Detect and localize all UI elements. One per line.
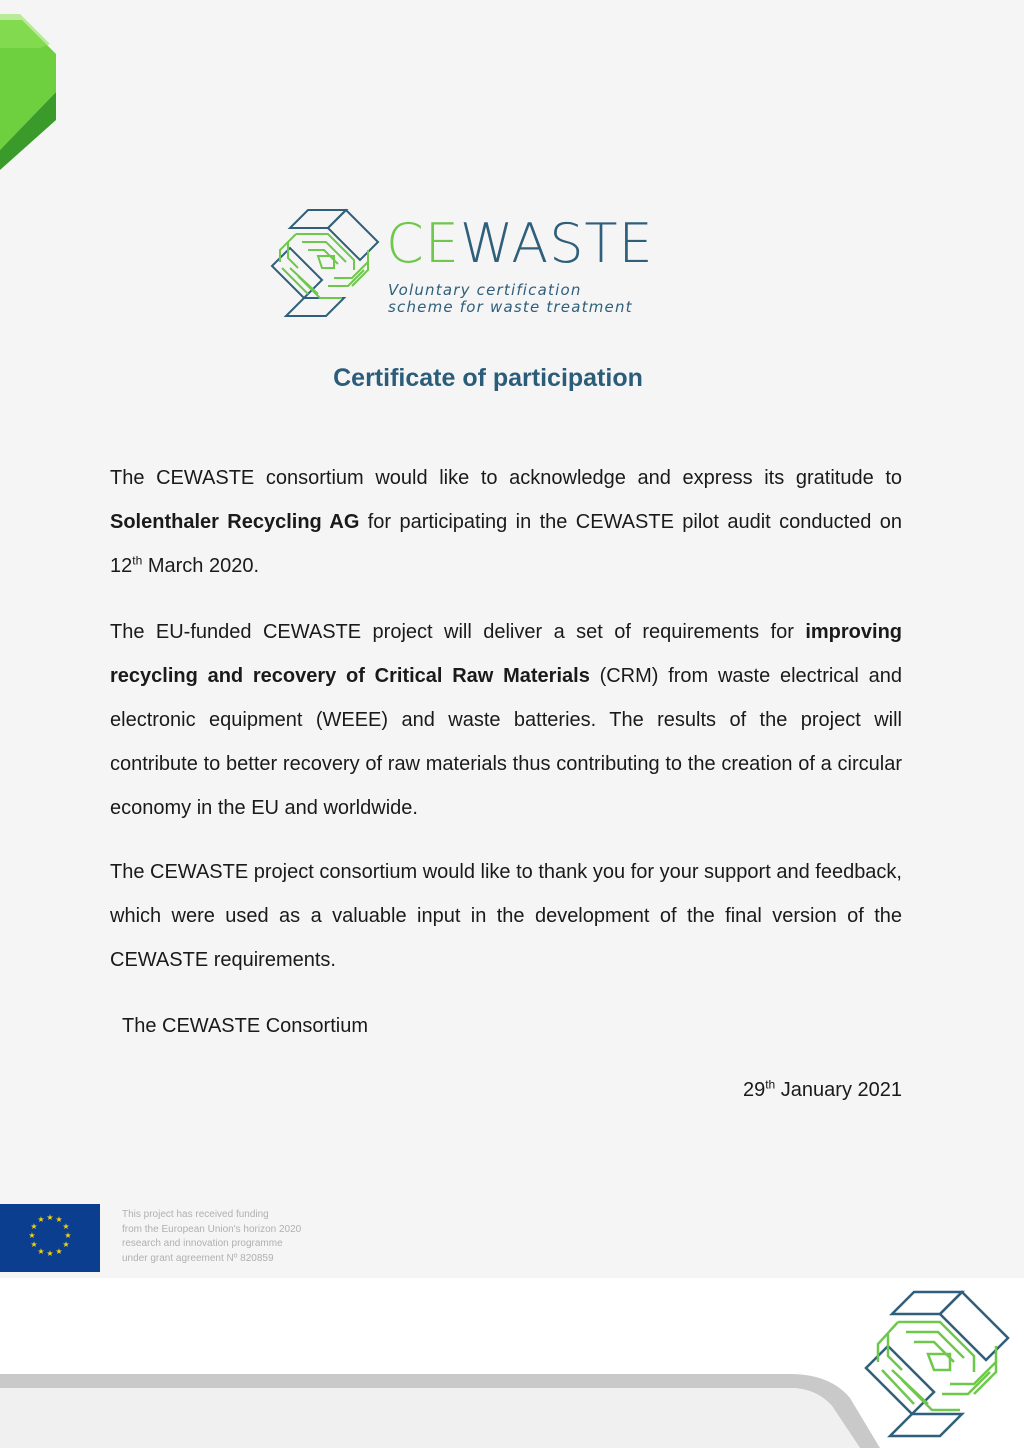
certificate-title: Certificate of participation — [333, 364, 643, 392]
paragraph-thanks: The CEWASTE project consortium would like to thank you for your support and feedback, which were used as a valuable input in the development of the final version of the CEWASTE requirements. — [110, 861, 902, 971]
p1-ordinal: th — [132, 553, 143, 568]
cewaste-wordmark — [386, 214, 654, 274]
svg-text:★: ★ — [37, 1247, 45, 1256]
logo-waste-text: WASTE — [459, 212, 654, 275]
signature: The CEWASTE Consortium — [122, 1015, 368, 1037]
svg-text:★: ★ — [28, 1231, 36, 1240]
cewaste-maze-logo-icon — [268, 206, 386, 318]
issue-date — [743, 1068, 902, 1112]
eu-flag-icon — [0, 1204, 100, 1272]
funding-line-2: from the European Union's horizon 2020 — [122, 1223, 302, 1235]
svg-text:★: ★ — [46, 1249, 54, 1258]
funding-notice — [122, 1208, 301, 1266]
svg-text:★: ★ — [30, 1240, 38, 1249]
date-ordinal: th — [765, 1077, 776, 1092]
date-rest: January 2021 — [775, 1079, 902, 1101]
p1-text-c: March 2020. — [142, 555, 259, 577]
p2-text-b: (CRM) from waste electrical and electronic equipment (WEEE) and waste batteries. The results of the project will contribute to better recovery of raw materials thus contributing to the creation of a circular economy in the EU and worldwide. — [110, 665, 902, 819]
paragraph-project — [110, 610, 902, 830]
p1-text-a: The CEWASTE consortium would like to acknowledge and express its gratitude to — [110, 467, 902, 489]
tagline-line-1: Voluntary certification — [388, 281, 582, 299]
green-corner-tab-icon — [0, 0, 70, 170]
svg-text:★: ★ — [46, 1213, 54, 1222]
cewaste-logo — [268, 206, 654, 326]
p2-text-a: The EU-funded CEWASTE project will deliver a set of requirements for — [110, 621, 806, 643]
logo-ce-text: CE — [386, 212, 460, 275]
funding-line-3: research and innovation programme — [122, 1238, 283, 1249]
svg-text:★: ★ — [62, 1222, 70, 1231]
svg-text:★: ★ — [55, 1215, 63, 1224]
svg-text:★: ★ — [55, 1247, 63, 1256]
date-day: 29 — [742, 1079, 766, 1101]
tagline-line-2: scheme for waste treatment — [388, 298, 633, 316]
cewaste-maze-footer-icon — [862, 1288, 1012, 1438]
funding-line-1: This project has received funding — [122, 1209, 269, 1220]
logo-tagline — [388, 282, 633, 316]
svg-text:★: ★ — [30, 1222, 38, 1231]
paragraph-acknowledgement — [110, 456, 902, 588]
p2-highlight: improving recycling and recovery of Critical Raw Materials — [110, 621, 902, 687]
svg-text:★: ★ — [64, 1231, 72, 1240]
svg-text:★: ★ — [62, 1240, 70, 1249]
company-name: Solenthaler Recycling AG — [110, 511, 360, 533]
svg-text:★: ★ — [37, 1215, 45, 1224]
funding-line-4: under grant agreement Nº 820859 — [122, 1252, 274, 1264]
p1-text-b: for participating in the CEWASTE pilot audit conducted on 12 — [110, 511, 902, 577]
